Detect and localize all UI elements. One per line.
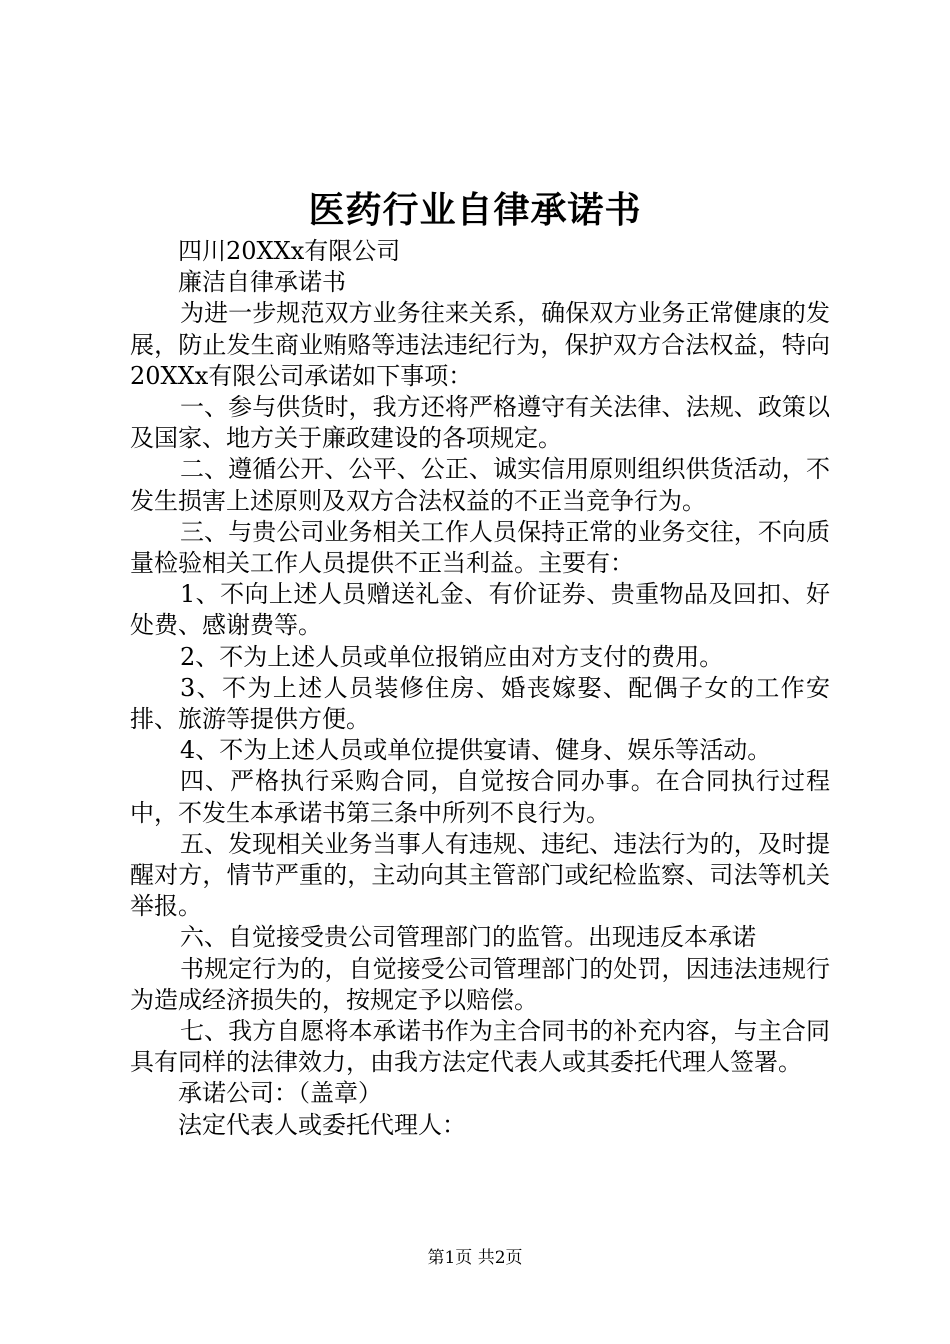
paragraph-sub-item-4: 4、不为上述人员或单位提供宴请、健身、娱乐等活动。 [180, 736, 772, 765]
paragraph-item-7: 七、我方自愿将本承诺书作为主合同书的补充内容，与主合同具有同样的法律效力，由我方法定代表人或其委托代理人签署。 [130, 1017, 830, 1077]
paragraph-item-1: 一、参与供货时，我方还将严格遵守有关法律、法规、政策以及国家、地方关于廉政建设的各项规定。 [130, 393, 830, 453]
paragraph-subtitle: 廉洁自律承诺书 [178, 268, 346, 297]
signature-representative-line: 法定代表人或委托代理人： [178, 1110, 466, 1139]
paragraph-sub-item-2: 2、不为上述人员或单位报销应由对方支付的费用。 [180, 642, 724, 671]
paragraph-item-5: 五、发现相关业务当事人有违规、违纪、违法行为的，及时提醒对方，情节严重的，主动向其主管部门或纪检监察、司法等机关举报。 [130, 829, 830, 921]
page-footer: 第1页 共2页 [427, 1248, 523, 1268]
document-title: 医药行业自律承诺书 [308, 189, 642, 231]
paragraph-sub-item-1: 1、不向上述人员赠送礼金、有价证券、贵重物品及回扣、好处费、感谢费等。 [130, 580, 830, 640]
paragraph-item-4: 四、严格执行采购合同，自觉按合同办事。在合同执行过程中，不发生本承诺书第三条中所列不良行为。 [130, 767, 830, 827]
paragraph-sub-item-3: 3、不为上述人员装修住房、婚丧嫁娶、配偶子女的工作安排、旅游等提供方便。 [130, 673, 830, 734]
paragraph-item-2: 二、遵循公开、公平、公正、诚实信用原则组织供货活动，不发生损害上述原则及双方合法权益的不正当竞争行为。 [130, 455, 830, 515]
paragraph-item-3: 三、与贵公司业务相关工作人员保持正常的业务交往，不向质量检验相关工作人员提供不正当利益。主要有： [130, 517, 830, 578]
paragraph-company: 四川20XXx有限公司 [178, 237, 401, 265]
paragraph-item-6-cont: 书规定行为的，自觉接受公司管理部门的处罚，因违法违规行为造成经济损失的，按规定予以赔偿。 [130, 954, 830, 1014]
paragraph-intro: 为进一步规范双方业务往来关系，确保双方业务正常健康的发展，防止发生商业贿赂等违法违纪行为，保护双方合法权益，特向20XXx有限公司承诺如下事项： [130, 299, 830, 390]
paragraph-item-6: 六、自觉接受贵公司管理部门的监管。出现违反本承诺 [180, 923, 756, 952]
document-body [130, 236, 830, 1141]
signature-company-line: 承诺公司：（盖章） [178, 1079, 382, 1108]
